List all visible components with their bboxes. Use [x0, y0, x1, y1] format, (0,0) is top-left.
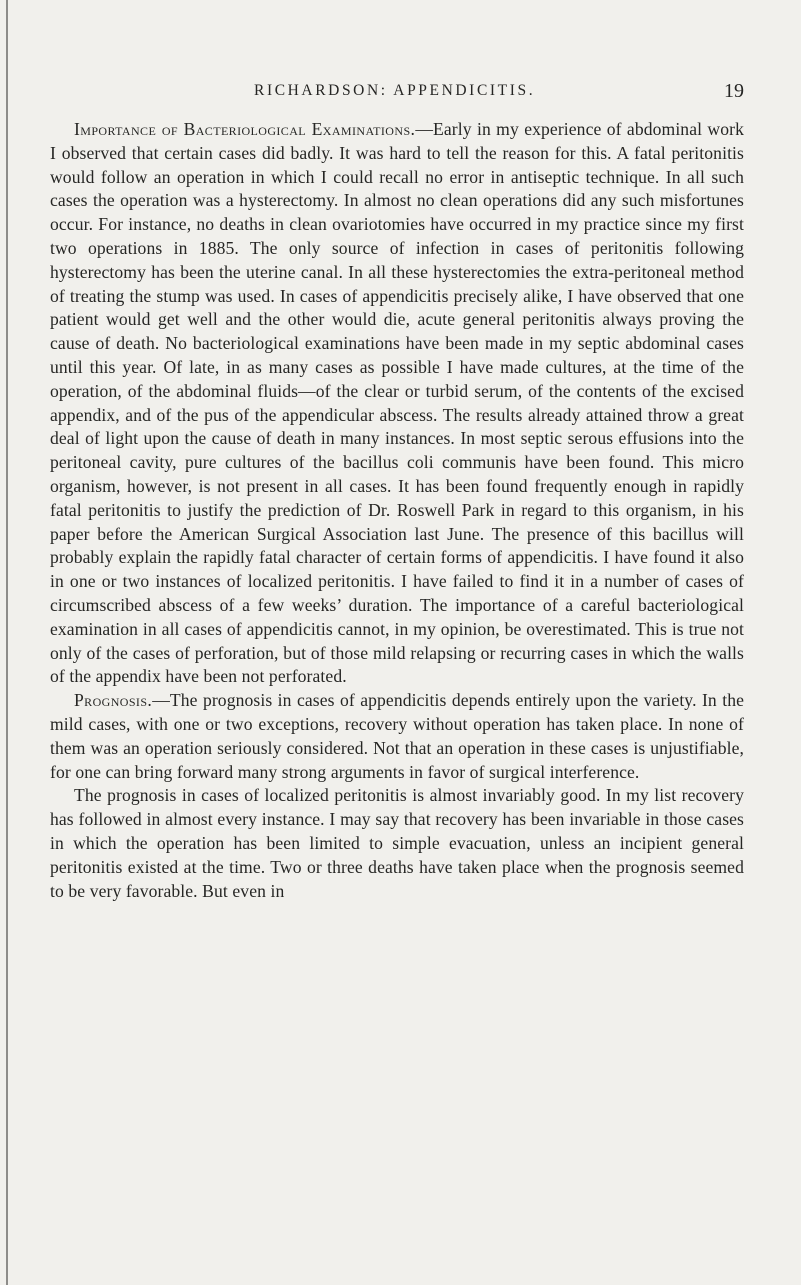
section-heading-prognosis: Prognosis. — [74, 690, 153, 711]
page-number: 19 — [724, 80, 744, 102]
paragraph-bacteriological-examinations — [50, 118, 744, 689]
section-heading-bacteriological: Importance of Bacteriological Examinations. — [74, 119, 416, 139]
paragraph-localized-peritonitis — [50, 784, 744, 903]
paragraph-text: The prognosis in cases of localized peritonitis is almost invariably good. In my list recovery has followed in almost every instance. I may say that recovery has been invariable in those cases in which the operation has been limited to simple evacuation, unless an incipient general peritonitis existed at the time. Two or three deaths have taken place when the prognosis seemed to be very favorable. But even in — [50, 785, 744, 901]
paragraph-prognosis — [50, 689, 744, 784]
running-head — [0, 82, 801, 106]
paragraph-text: —The prognosis in cases of appendicitis depends entirely upon the variety. In the mild cases, with one or two exceptions, recovery without operation has taken place. In none of them was an operation seriously considered. Not that an operation in these cases is unjustifiable, for one can bring forward many strong arguments in favor of surgical interference. — [50, 690, 744, 782]
body-text — [50, 118, 744, 903]
running-title: RICHARDSON: APPENDICITIS. — [254, 82, 536, 99]
binding-edge-line — [6, 0, 8, 1285]
paragraph-text: —Early in my experience of abdominal work I observed that certain cases did badly. It was hard to tell the reason for this. A fatal peritonitis would follow an operation in which I could recall no error in antiseptic technique. In all such cases the operation was a hysterectomy. In almost no clean operations did any such misfortunes occur. For instance, no deaths in clean ovariotomies have occurred in my practice since my first two operations in 1885. The only source of infection in cases of peritonitis following hysterectomy has been the uterine canal. In all these hysterectomies the extra-peritoneal method of treating the stump was used. In cases of appendicitis precisely alike, I have observed that one patient would get well and the other would die, acute general peritonitis always proving the cause of death. No bacteriological examinations have been made in my septic abdominal cases until this year. Of late, in as many cases as possible I have made cultures, at the time of the operation, of the abdominal fluids—of the clear or turbid serum, of the contents of the excised appendix, and of the pus of the appendicular abscess. The results already attained throw a great deal of light upon the cause of death in many instances. In most septic serous effusions into the peritoneal cavity, pure cultures of the bacillus coli communis have been found. This micro organism, however, is not present in all cases. It has been found frequently enough in rapidly fatal peritonitis to justify the prediction of Dr. Roswell Park in regard to this organism, in his paper before the American Surgical Association last June. The presence of this bacillus will probably explain the rapidly fatal character of certain forms of appendicitis. I have found it also in one or two instances of localized peritonitis. I have failed to find it in a number of cases of circumscribed abscess of a few weeks’ duration. The importance of a careful bacteriological examination in all cases of appendicitis cannot, in my opinion, be overestimated. This is true not only of the cases of perforation, but of those mild relapsing or recurring cases in which the walls of the appendix have been not perforated. — [50, 119, 744, 687]
